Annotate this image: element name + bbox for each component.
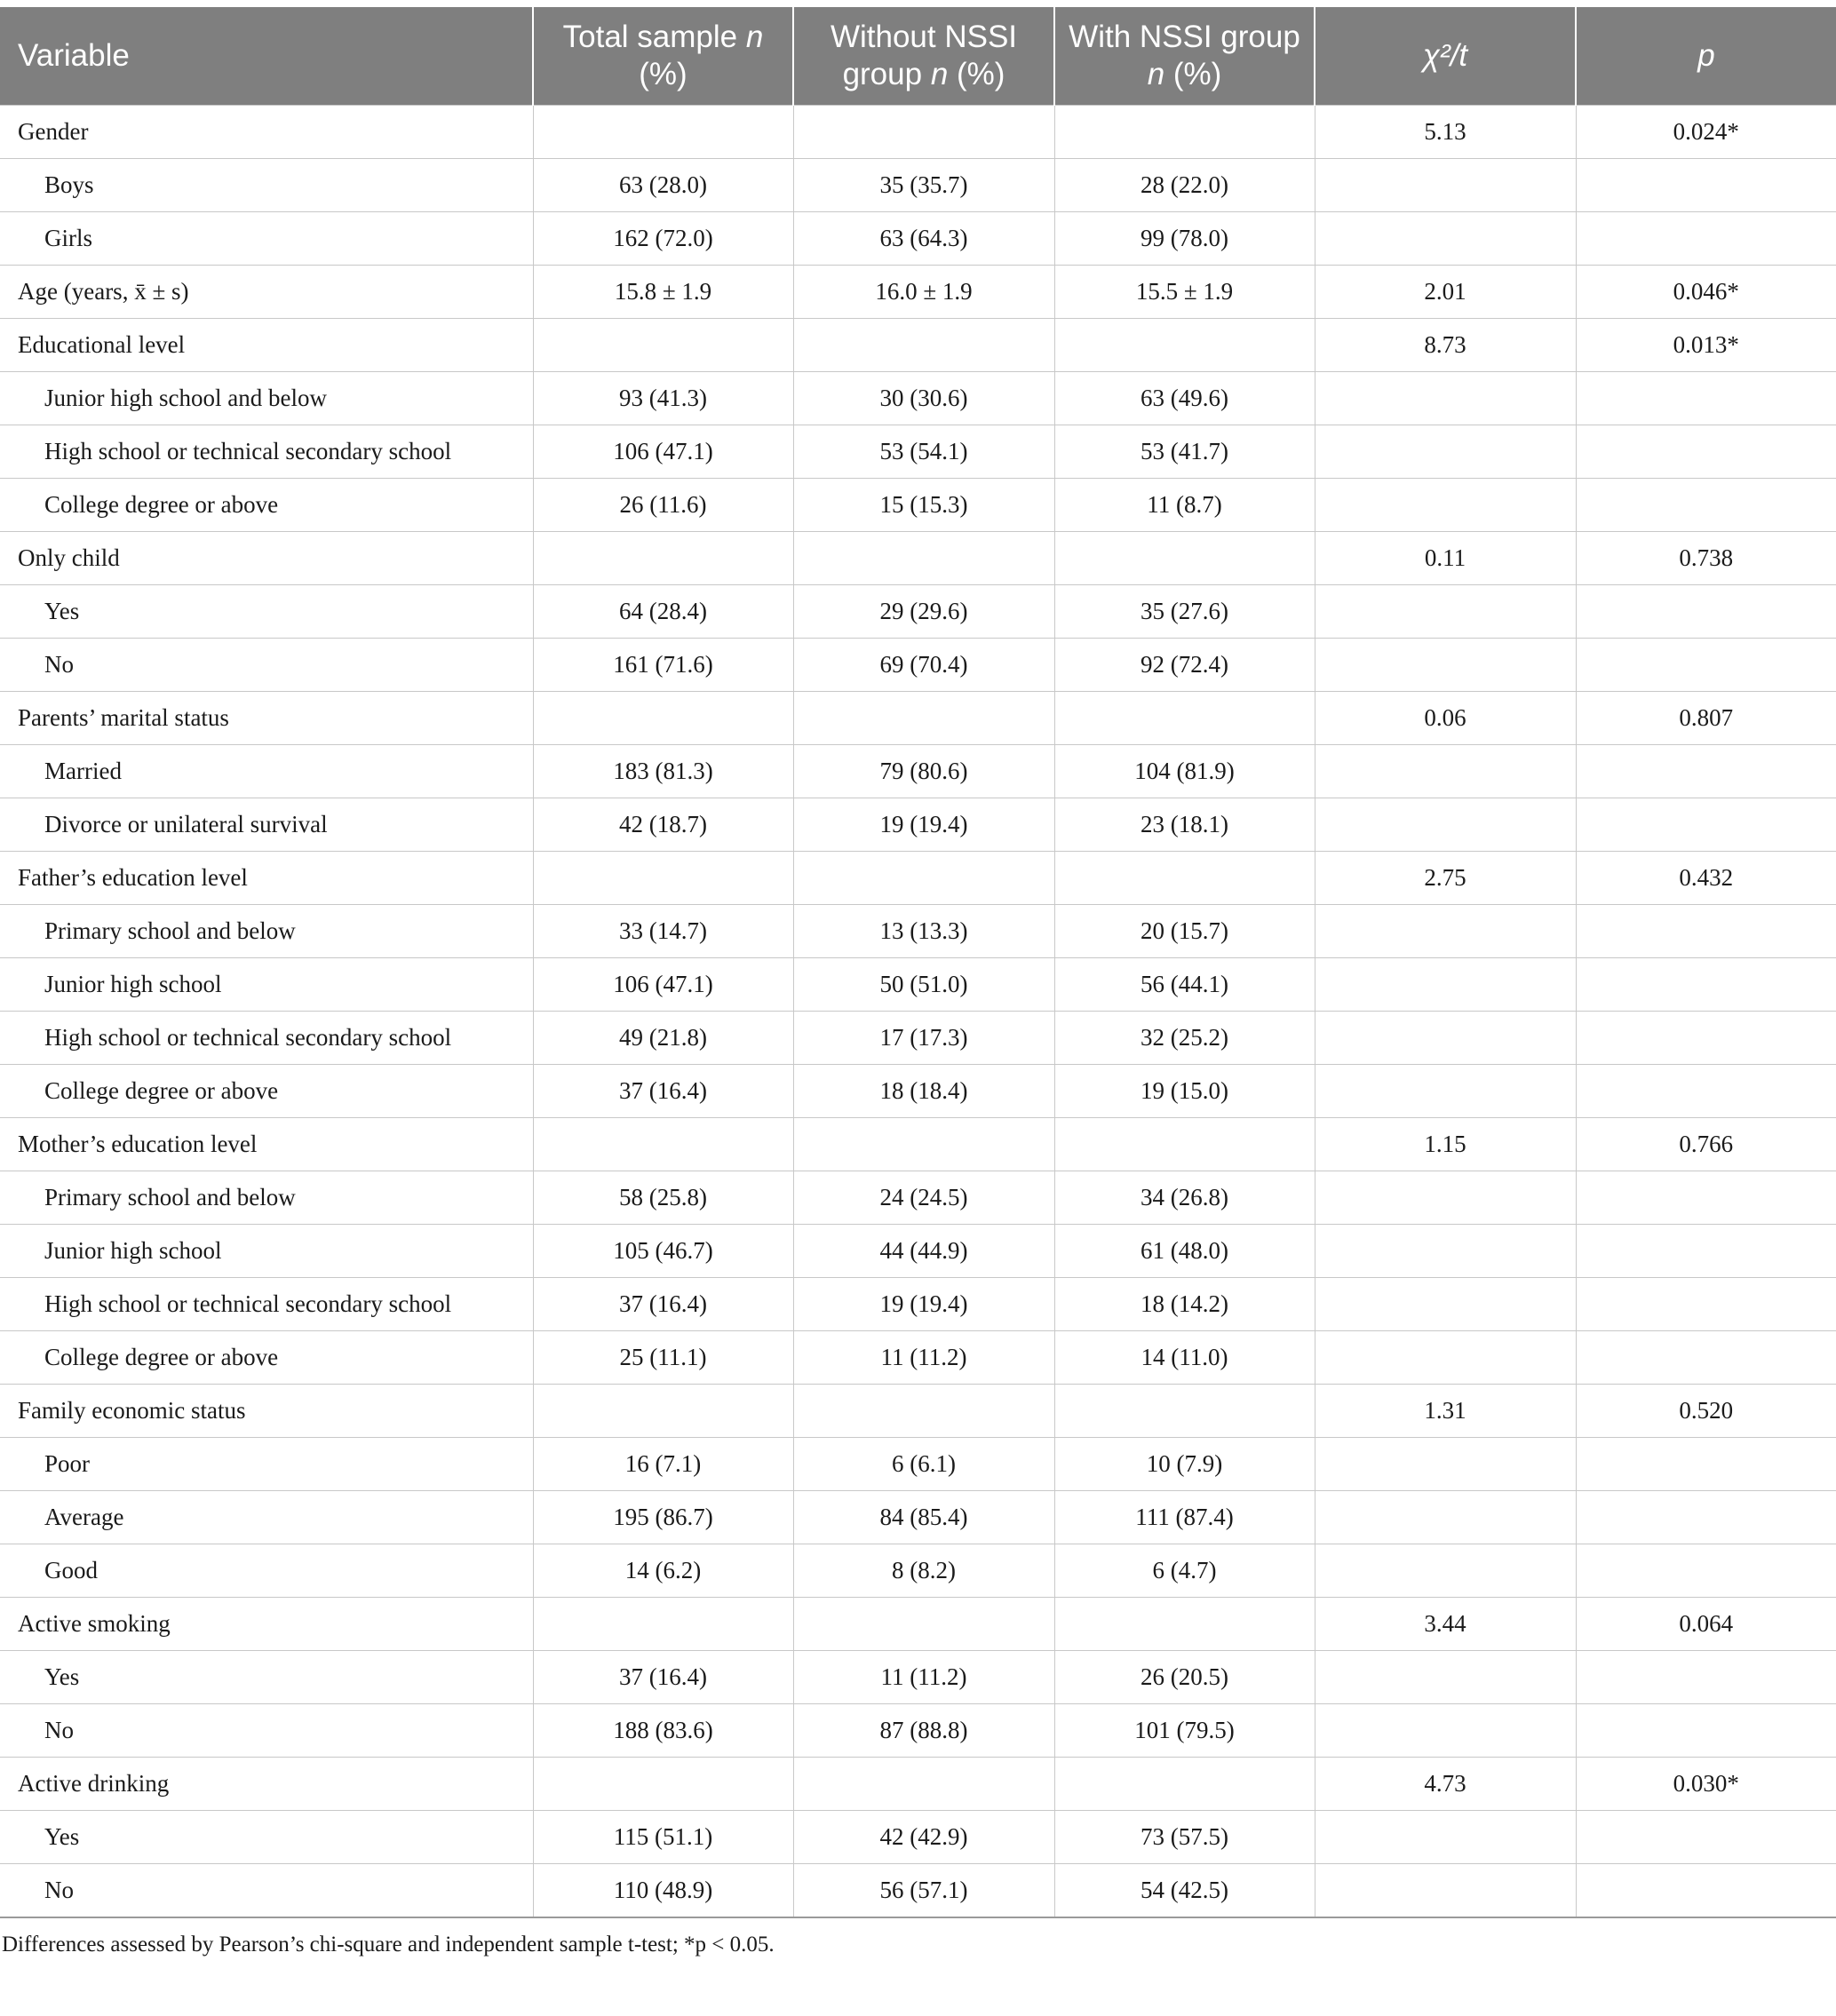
- cell-p-value: [1576, 1704, 1836, 1758]
- cell-p-value: [1576, 958, 1836, 1012]
- cell-total-sample: 93 (41.3): [533, 372, 793, 425]
- cell-variable: Average: [0, 1491, 533, 1544]
- cell-chi-square-t: 0.11: [1315, 532, 1576, 585]
- cell-p-value: [1576, 1171, 1836, 1225]
- cell-without-nssi: 11 (11.2): [793, 1651, 1054, 1704]
- header-with-unit: (%): [1164, 57, 1222, 91]
- cell-chi-square-t: 0.06: [1315, 692, 1576, 745]
- header-stat-label: χ²/t: [1422, 38, 1468, 73]
- cell-total-sample: 49 (21.8): [533, 1012, 793, 1065]
- cell-p-value: [1576, 1651, 1836, 1704]
- cell-total-sample: [533, 319, 793, 372]
- cell-with-nssi: 6 (4.7): [1054, 1544, 1315, 1598]
- cell-variable: No: [0, 1864, 533, 1918]
- cell-total-sample: [533, 1758, 793, 1811]
- table-row: [0, 852, 1836, 905]
- cell-with-nssi: [1054, 1598, 1315, 1651]
- cell-chi-square-t: [1315, 905, 1576, 958]
- cell-p-value: [1576, 1065, 1836, 1118]
- cell-total-sample: 105 (46.7): [533, 1225, 793, 1278]
- cell-with-nssi: 53 (41.7): [1054, 425, 1315, 479]
- table-row: [0, 159, 1836, 212]
- table-row: [0, 1118, 1836, 1171]
- cell-with-nssi: 104 (81.9): [1054, 745, 1315, 798]
- cell-total-sample: 14 (6.2): [533, 1544, 793, 1598]
- cell-with-nssi: 15.5 ± 1.9: [1054, 266, 1315, 319]
- cell-total-sample: 195 (86.7): [533, 1491, 793, 1544]
- cell-without-nssi: 84 (85.4): [793, 1491, 1054, 1544]
- cell-without-nssi: 11 (11.2): [793, 1331, 1054, 1385]
- cell-variable: Junior high school and below: [0, 372, 533, 425]
- cell-p-value: [1576, 1331, 1836, 1385]
- cell-with-nssi: 23 (18.1): [1054, 798, 1315, 852]
- cell-variable: Divorce or unilateral survival: [0, 798, 533, 852]
- table-row: [0, 212, 1836, 266]
- cell-chi-square-t: [1315, 639, 1576, 692]
- cell-chi-square-t: [1315, 425, 1576, 479]
- cell-p-value: [1576, 1225, 1836, 1278]
- cell-total-sample: 161 (71.6): [533, 639, 793, 692]
- cell-without-nssi: [793, 1598, 1054, 1651]
- cell-without-nssi: 17 (17.3): [793, 1012, 1054, 1065]
- cell-p-value: [1576, 745, 1836, 798]
- cell-with-nssi: [1054, 106, 1315, 159]
- cell-chi-square-t: [1315, 1278, 1576, 1331]
- cell-total-sample: 106 (47.1): [533, 958, 793, 1012]
- cell-p-value: [1576, 905, 1836, 958]
- table-row: [0, 745, 1836, 798]
- cell-without-nssi: 19 (19.4): [793, 798, 1054, 852]
- cell-without-nssi: 13 (13.3): [793, 905, 1054, 958]
- table-row: [0, 1704, 1836, 1758]
- cell-chi-square-t: [1315, 1491, 1576, 1544]
- cell-with-nssi: 63 (49.6): [1054, 372, 1315, 425]
- cell-without-nssi: 19 (19.4): [793, 1278, 1054, 1331]
- header-variable: Variable: [0, 7, 533, 106]
- cell-with-nssi: 101 (79.5): [1054, 1704, 1315, 1758]
- cell-chi-square-t: [1315, 1171, 1576, 1225]
- cell-variable: Family economic status: [0, 1385, 533, 1438]
- cell-chi-square-t: 2.01: [1315, 266, 1576, 319]
- cell-chi-square-t: 8.73: [1315, 319, 1576, 372]
- table-footnote: Differences assessed by Pearson’s chi-square and independent sample t-test; *p < 0.05.: [2, 1933, 775, 1956]
- table-row: [0, 692, 1836, 745]
- cell-without-nssi: 56 (57.1): [793, 1864, 1054, 1918]
- cell-p-value: 0.064: [1576, 1598, 1836, 1651]
- table-body: [0, 106, 1836, 1918]
- cell-p-value: [1576, 1811, 1836, 1864]
- cell-total-sample: 42 (18.7): [533, 798, 793, 852]
- table-row: [0, 1864, 1836, 1918]
- cell-without-nssi: 87 (88.8): [793, 1704, 1054, 1758]
- cell-with-nssi: 10 (7.9): [1054, 1438, 1315, 1491]
- cell-variable: Educational level: [0, 319, 533, 372]
- cell-total-sample: 188 (83.6): [533, 1704, 793, 1758]
- cell-p-value: [1576, 159, 1836, 212]
- cell-with-nssi: 26 (20.5): [1054, 1651, 1315, 1704]
- cell-chi-square-t: 3.44: [1315, 1598, 1576, 1651]
- cell-with-nssi: [1054, 1385, 1315, 1438]
- cell-chi-square-t: [1315, 798, 1576, 852]
- cell-variable: Primary school and below: [0, 1171, 533, 1225]
- cell-with-nssi: 19 (15.0): [1054, 1065, 1315, 1118]
- table-row: [0, 1385, 1836, 1438]
- cell-total-sample: 26 (11.6): [533, 479, 793, 532]
- cell-total-sample: 15.8 ± 1.9: [533, 266, 793, 319]
- cell-without-nssi: 15 (15.3): [793, 479, 1054, 532]
- cell-total-sample: 37 (16.4): [533, 1651, 793, 1704]
- cell-without-nssi: [793, 852, 1054, 905]
- cell-variable: Poor: [0, 1438, 533, 1491]
- cell-without-nssi: [793, 1118, 1054, 1171]
- cell-total-sample: 64 (28.4): [533, 585, 793, 639]
- cell-total-sample: [533, 1118, 793, 1171]
- cell-with-nssi: [1054, 1758, 1315, 1811]
- table-row: [0, 1491, 1836, 1544]
- header-without-unit: (%): [948, 57, 1005, 91]
- cell-p-value: [1576, 372, 1836, 425]
- cell-with-nssi: 56 (44.1): [1054, 958, 1315, 1012]
- cell-with-nssi: 20 (15.7): [1054, 905, 1315, 958]
- cell-without-nssi: 16.0 ± 1.9: [793, 266, 1054, 319]
- table-row: [0, 639, 1836, 692]
- cell-variable: Married: [0, 745, 533, 798]
- table-row: [0, 1331, 1836, 1385]
- cell-with-nssi: 61 (48.0): [1054, 1225, 1315, 1278]
- cell-with-nssi: 99 (78.0): [1054, 212, 1315, 266]
- header-total-label: Total sample: [562, 20, 746, 54]
- cell-variable: Parents’ marital status: [0, 692, 533, 745]
- table-row: [0, 1758, 1836, 1811]
- cell-with-nssi: 18 (14.2): [1054, 1278, 1315, 1331]
- cell-total-sample: 33 (14.7): [533, 905, 793, 958]
- cell-chi-square-t: [1315, 745, 1576, 798]
- cell-variable: Yes: [0, 585, 533, 639]
- table-row: [0, 905, 1836, 958]
- cell-total-sample: [533, 1385, 793, 1438]
- cell-chi-square-t: [1315, 1012, 1576, 1065]
- table-row: [0, 1811, 1836, 1864]
- cell-total-sample: 106 (47.1): [533, 425, 793, 479]
- table-row: [0, 1012, 1836, 1065]
- cell-total-sample: 110 (48.9): [533, 1864, 793, 1918]
- cell-chi-square-t: [1315, 1704, 1576, 1758]
- cell-p-value: 0.046*: [1576, 266, 1836, 319]
- table-header: [0, 7, 1836, 106]
- cell-p-value: 0.013*: [1576, 319, 1836, 372]
- table-row: [0, 1278, 1836, 1331]
- cell-p-value: [1576, 639, 1836, 692]
- cell-p-value: [1576, 1491, 1836, 1544]
- cell-variable: High school or technical secondary school: [0, 1278, 533, 1331]
- cell-without-nssi: [793, 106, 1054, 159]
- cell-chi-square-t: 1.31: [1315, 1385, 1576, 1438]
- cell-with-nssi: 28 (22.0): [1054, 159, 1315, 212]
- cell-with-nssi: 111 (87.4): [1054, 1491, 1315, 1544]
- cell-p-value: 0.520: [1576, 1385, 1836, 1438]
- cell-variable: High school or technical secondary school: [0, 1012, 533, 1065]
- table-row: [0, 266, 1836, 319]
- cell-without-nssi: 69 (70.4): [793, 639, 1054, 692]
- cell-p-value: [1576, 1864, 1836, 1918]
- cell-without-nssi: 79 (80.6): [793, 745, 1054, 798]
- cell-without-nssi: 44 (44.9): [793, 1225, 1054, 1278]
- header-with-n: n: [1147, 57, 1165, 91]
- header-with-nssi: [1054, 7, 1315, 106]
- cell-without-nssi: [793, 319, 1054, 372]
- cell-total-sample: 115 (51.1): [533, 1811, 793, 1864]
- table-row: [0, 1651, 1836, 1704]
- cell-variable: Boys: [0, 159, 533, 212]
- table-container: [0, 7, 1836, 1957]
- cell-chi-square-t: 2.75: [1315, 852, 1576, 905]
- header-with-label: With NSSI group: [1069, 20, 1300, 54]
- demographics-table: [0, 7, 1836, 1918]
- cell-without-nssi: [793, 692, 1054, 745]
- cell-chi-square-t: 4.73: [1315, 1758, 1576, 1811]
- header-without-nssi: [793, 7, 1054, 106]
- cell-chi-square-t: [1315, 479, 1576, 532]
- table-row: [0, 372, 1836, 425]
- cell-chi-square-t: [1315, 372, 1576, 425]
- cell-variable: Girls: [0, 212, 533, 266]
- table-row: [0, 1598, 1836, 1651]
- cell-without-nssi: 29 (29.6): [793, 585, 1054, 639]
- cell-with-nssi: 11 (8.7): [1054, 479, 1315, 532]
- cell-with-nssi: 92 (72.4): [1054, 639, 1315, 692]
- header-chi-square-t: [1315, 7, 1576, 106]
- cell-variable: Active smoking: [0, 1598, 533, 1651]
- header-total-unit: (%): [639, 57, 688, 91]
- cell-variable: No: [0, 639, 533, 692]
- cell-without-nssi: 63 (64.3): [793, 212, 1054, 266]
- cell-with-nssi: 34 (26.8): [1054, 1171, 1315, 1225]
- cell-without-nssi: 53 (54.1): [793, 425, 1054, 479]
- cell-variable: Gender: [0, 106, 533, 159]
- cell-p-value: 0.432: [1576, 852, 1836, 905]
- cell-chi-square-t: 1.15: [1315, 1118, 1576, 1171]
- header-row: [0, 7, 1836, 106]
- cell-with-nssi: 32 (25.2): [1054, 1012, 1315, 1065]
- cell-p-value: [1576, 585, 1836, 639]
- cell-p-value: 0.030*: [1576, 1758, 1836, 1811]
- cell-p-value: [1576, 1544, 1836, 1598]
- cell-chi-square-t: [1315, 159, 1576, 212]
- cell-variable: College degree or above: [0, 1065, 533, 1118]
- cell-with-nssi: [1054, 1118, 1315, 1171]
- table-row: [0, 479, 1836, 532]
- cell-variable: High school or technical secondary school: [0, 425, 533, 479]
- cell-p-value: 0.807: [1576, 692, 1836, 745]
- cell-total-sample: [533, 692, 793, 745]
- cell-total-sample: [533, 532, 793, 585]
- cell-variable: Mother’s education level: [0, 1118, 533, 1171]
- cell-chi-square-t: [1315, 1225, 1576, 1278]
- cell-variable: Good: [0, 1544, 533, 1598]
- cell-variable: Only child: [0, 532, 533, 585]
- table-row: [0, 1171, 1836, 1225]
- cell-variable: Father’s education level: [0, 852, 533, 905]
- cell-chi-square-t: [1315, 1864, 1576, 1918]
- cell-chi-square-t: [1315, 212, 1576, 266]
- cell-total-sample: 183 (81.3): [533, 745, 793, 798]
- cell-p-value: 0.766: [1576, 1118, 1836, 1171]
- cell-p-value: [1576, 425, 1836, 479]
- cell-without-nssi: 24 (24.5): [793, 1171, 1054, 1225]
- cell-variable: College degree or above: [0, 479, 533, 532]
- cell-without-nssi: [793, 1385, 1054, 1438]
- cell-p-value: 0.738: [1576, 532, 1836, 585]
- cell-with-nssi: [1054, 319, 1315, 372]
- cell-variable: Active drinking: [0, 1758, 533, 1811]
- table-row: [0, 1065, 1836, 1118]
- cell-total-sample: 58 (25.8): [533, 1171, 793, 1225]
- cell-without-nssi: 6 (6.1): [793, 1438, 1054, 1491]
- cell-total-sample: 37 (16.4): [533, 1278, 793, 1331]
- cell-with-nssi: 14 (11.0): [1054, 1331, 1315, 1385]
- header-total-n: n: [745, 20, 764, 54]
- cell-p-value: [1576, 1438, 1836, 1491]
- cell-variable: College degree or above: [0, 1331, 533, 1385]
- header-total-sample: [533, 7, 793, 106]
- cell-with-nssi: [1054, 852, 1315, 905]
- table-row: [0, 425, 1836, 479]
- cell-without-nssi: 35 (35.7): [793, 159, 1054, 212]
- table-row: [0, 1438, 1836, 1491]
- table-row: [0, 958, 1836, 1012]
- cell-chi-square-t: [1315, 1651, 1576, 1704]
- table-row: [0, 585, 1836, 639]
- table-row: [0, 319, 1836, 372]
- cell-chi-square-t: [1315, 585, 1576, 639]
- header-without-label: Without NSSI group: [830, 20, 1018, 91]
- table-row: [0, 798, 1836, 852]
- cell-p-value: [1576, 798, 1836, 852]
- cell-chi-square-t: 5.13: [1315, 106, 1576, 159]
- cell-total-sample: [533, 106, 793, 159]
- cell-p-value: 0.024*: [1576, 106, 1836, 159]
- cell-without-nssi: 42 (42.9): [793, 1811, 1054, 1864]
- cell-with-nssi: 54 (42.5): [1054, 1864, 1315, 1918]
- cell-variable: Yes: [0, 1651, 533, 1704]
- cell-total-sample: 16 (7.1): [533, 1438, 793, 1491]
- cell-without-nssi: 18 (18.4): [793, 1065, 1054, 1118]
- cell-p-value: [1576, 1278, 1836, 1331]
- cell-variable: Age (years, x̄ ± s): [0, 266, 533, 319]
- cell-with-nssi: 73 (57.5): [1054, 1811, 1315, 1864]
- cell-chi-square-t: [1315, 1065, 1576, 1118]
- cell-total-sample: 25 (11.1): [533, 1331, 793, 1385]
- cell-chi-square-t: [1315, 1438, 1576, 1491]
- cell-without-nssi: [793, 532, 1054, 585]
- cell-with-nssi: 35 (27.6): [1054, 585, 1315, 639]
- cell-total-sample: [533, 1598, 793, 1651]
- cell-variable: Junior high school: [0, 958, 533, 1012]
- header-p-value: [1576, 7, 1836, 106]
- cell-variable: Yes: [0, 1811, 533, 1864]
- cell-variable: No: [0, 1704, 533, 1758]
- cell-p-value: [1576, 1012, 1836, 1065]
- table-row: [0, 532, 1836, 585]
- cell-chi-square-t: [1315, 1331, 1576, 1385]
- cell-total-sample: 63 (28.0): [533, 159, 793, 212]
- cell-with-nssi: [1054, 692, 1315, 745]
- cell-total-sample: 37 (16.4): [533, 1065, 793, 1118]
- cell-without-nssi: 8 (8.2): [793, 1544, 1054, 1598]
- cell-with-nssi: [1054, 532, 1315, 585]
- cell-p-value: [1576, 479, 1836, 532]
- cell-variable: Primary school and below: [0, 905, 533, 958]
- cell-p-value: [1576, 212, 1836, 266]
- cell-total-sample: 162 (72.0): [533, 212, 793, 266]
- header-p-label: p: [1697, 38, 1715, 73]
- table-row: [0, 106, 1836, 159]
- cell-without-nssi: 30 (30.6): [793, 372, 1054, 425]
- table-row: [0, 1544, 1836, 1598]
- cell-total-sample: [533, 852, 793, 905]
- table-row: [0, 1225, 1836, 1278]
- cell-variable: Junior high school: [0, 1225, 533, 1278]
- cell-without-nssi: [793, 1758, 1054, 1811]
- cell-chi-square-t: [1315, 1811, 1576, 1864]
- header-without-n: n: [930, 57, 949, 91]
- cell-chi-square-t: [1315, 1544, 1576, 1598]
- cell-without-nssi: 50 (51.0): [793, 958, 1054, 1012]
- cell-chi-square-t: [1315, 958, 1576, 1012]
